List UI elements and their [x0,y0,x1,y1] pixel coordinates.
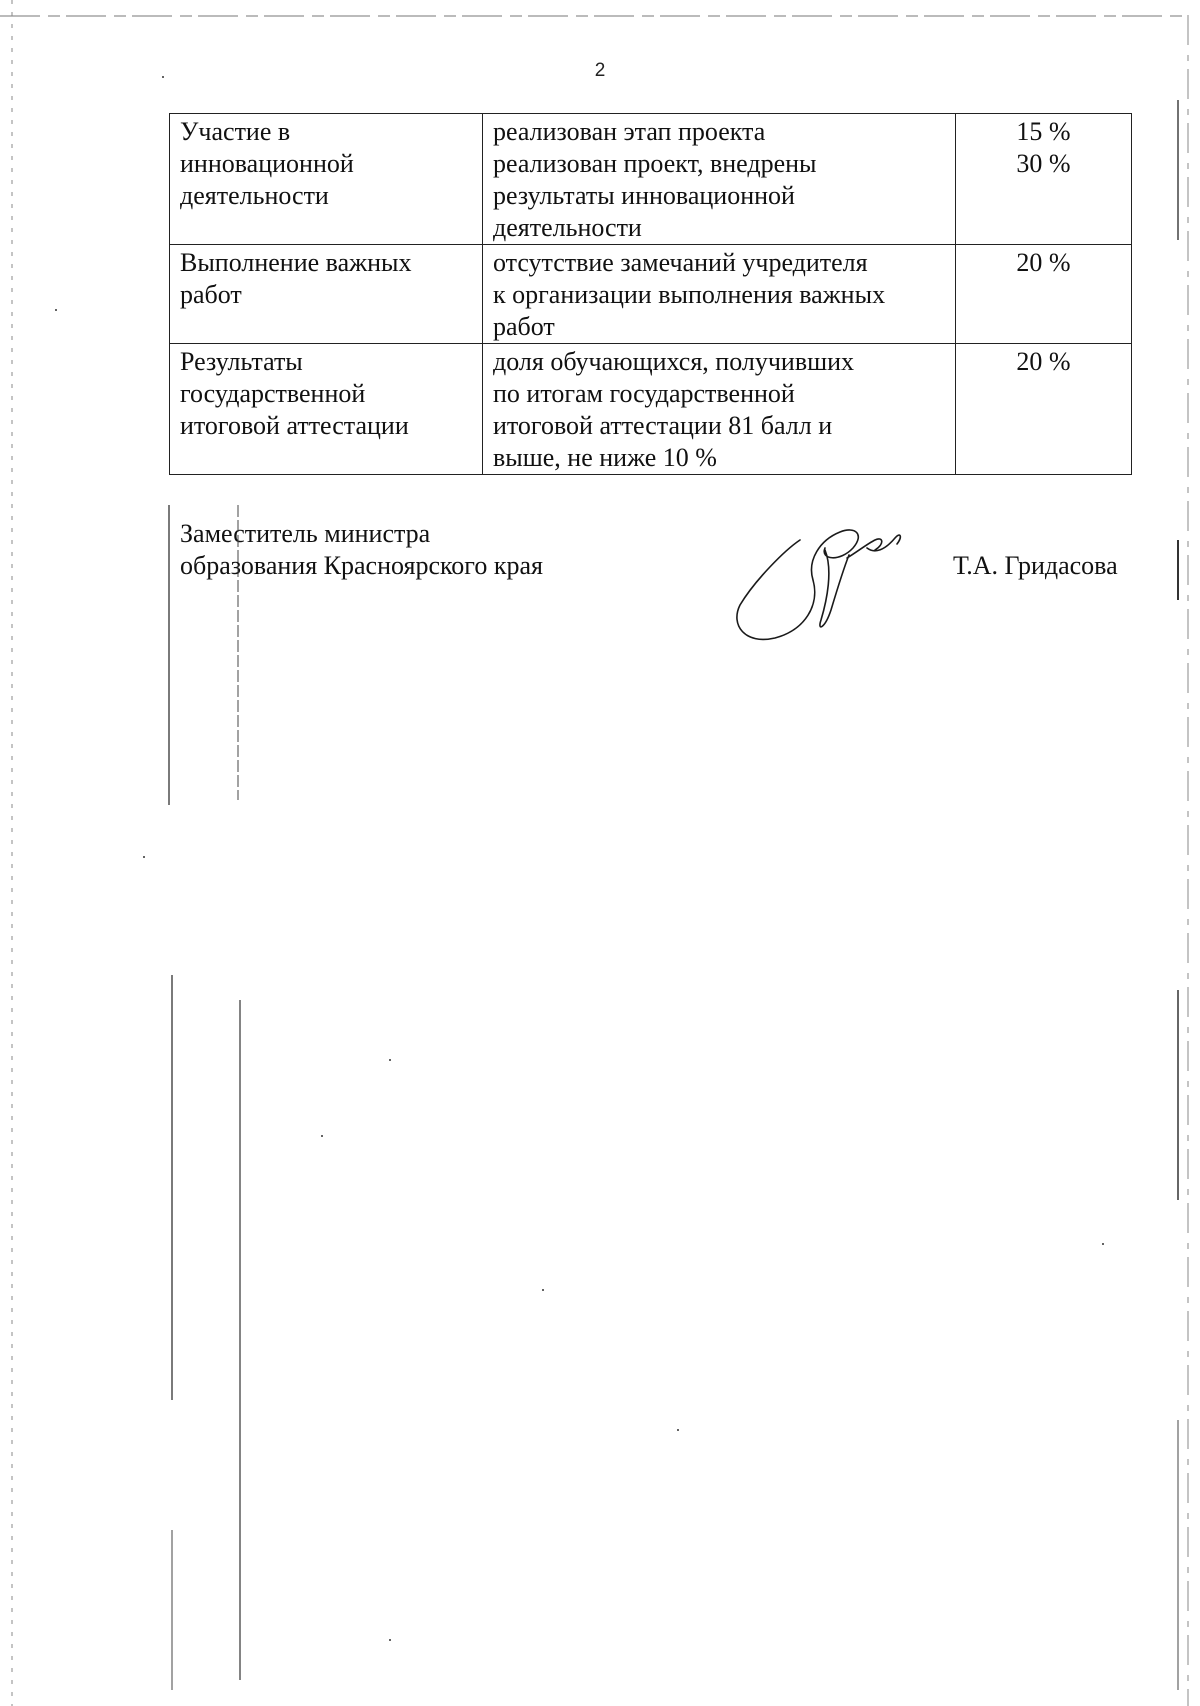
signatory-position: Заместитель министра образования Красноярского края [180,519,543,580]
value-cell [956,245,1132,344]
indicator-cell [483,344,956,475]
criterion-text: Участие в инновационной деятельности [180,117,354,210]
table-row [170,114,1132,245]
criterion-cell [170,245,483,344]
page-number: 2 [594,60,606,81]
criterion-cell [170,114,483,245]
indicator-cell [483,114,956,245]
indicator-text: реализован этап проекта реализован проект, внедрены результаты инновационной деятельности [493,117,817,242]
value-text: 20 % [1016,347,1071,376]
table-row [170,245,1132,344]
handwritten-signature [725,510,925,650]
value-cell [956,344,1132,475]
criterion-cell [170,344,483,475]
signatory-name: Т.А. Гридасова [953,551,1118,580]
indicator-text: доля обучающихся, получивших по итогам государственной итоговой аттестации 81 балл и выше, не ниже 10 % [493,347,855,472]
criteria-table [169,113,1132,475]
criterion-text: Результаты государственной итоговой аттестации [180,347,409,440]
indicator-text: отсутствие замечаний учредителя к организации выполнения важных работ [493,248,886,341]
criterion-text: Выполнение важных работ [180,248,412,309]
table-row [170,344,1132,475]
value-cell [956,114,1132,245]
value-text: 20 % [1016,248,1071,277]
indicator-cell [483,245,956,344]
value-text: 15 % 30 % [1016,117,1071,178]
